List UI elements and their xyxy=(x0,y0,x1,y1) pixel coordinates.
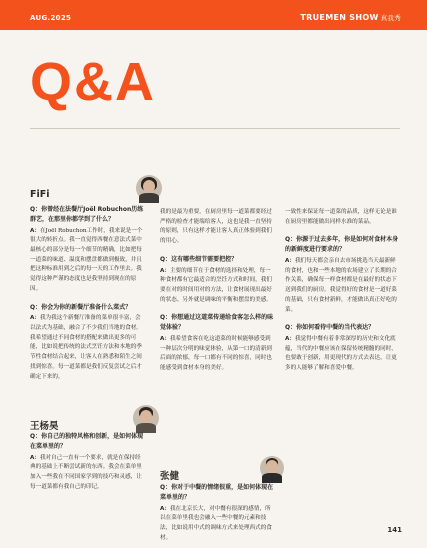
answer: A：我为我这个新餐厅准备的菜单很丰富，会以法式为基础，融合了不少我们当地的食材。我希望通过不同食材的搭配来做出更多的可能，比如说把传统的法式烹饪方法和本地的季节性食材结合起来，让客人在熟悉和陌生之间找到惊喜。每一道菜都是我们反复尝试之后才确定下来的。 xyxy=(30,315,142,380)
person-name-wang: 王杨昊 xyxy=(30,421,59,432)
answer: A：主要的细节在于食材的选择和处理，每一种食材都有它最适合的烹饪方式和时间，我们要在对的时间用对的方法，让食材展现出最好的状态。另外就是调味的平衡和摆盘的美感。 xyxy=(160,267,272,303)
divider xyxy=(30,128,400,129)
question: Q：你会为你的新餐厅准备什么菜式？ xyxy=(30,303,132,311)
column-3 xyxy=(285,208,400,530)
person-name-fifi: FiFi xyxy=(30,189,50,200)
column-2 xyxy=(160,208,275,460)
column-1-lower xyxy=(30,432,145,532)
page-title: Q&A xyxy=(30,52,156,112)
answer: A：我在北京长大，对中餐有很深的感情，所以在菜单里我也会融入一些中餐的元素和技法，比如说用中式的调味方式来处理西式的食材。 xyxy=(160,505,272,541)
answer: A：在Joël Robuchon工作时，我来说是一个很大的转折点。我一直觉得西餐在意法式菜中最核心的部分是每一个细节的精确，比如把每一道菜的味道、温度和摆盘都做到极致，并且把这种标准用到之后的每一天的工作里去。我觉得这种严谨的态度也是我坚持到现在的原因。 xyxy=(30,227,143,292)
question: Q：你对于中餐的情绪很重，是如何体现在菜单里的？ xyxy=(160,484,274,501)
column-2-lower xyxy=(160,483,275,541)
section-title xyxy=(300,13,401,22)
column-1 xyxy=(30,205,145,415)
section-subtitle: 真我秀 xyxy=(380,14,401,22)
answer: A：我希望食客在吃这道菜的时候能够感受到一种层次分明的味觉体验，从第一口的清新到后面的浓郁，每一口都有不同的惊喜，同时也能感受到食材本身的美好。 xyxy=(160,336,272,372)
page-number: 141 xyxy=(387,526,402,534)
answer: A：我们每天都会亲自去市场挑选当天最新鲜的食材，也和一些本地的农场建立了长期的合作关系，确保每一样食材都是在最好的状态下送到我们的厨房。我觉得好的食材是一道好菜的基础，只有食材新鲜，才能做出真正好吃的菜。 xyxy=(285,258,397,313)
answer: 我的是最为重要，在厨房里每一道菜都要经过严格的检查才能端给客人，这也是我一直坚持的原则，只有这样才能让客人真正体验到我们的用心。 xyxy=(160,209,272,245)
question: Q：你曾经在法餐厅Joël Robuchon历练群艺，在那里你都学到了什么？ xyxy=(30,206,144,223)
header-bar xyxy=(0,0,427,30)
question: Q：你源于过去多年，你是如何对食材本身的新鲜度进行要求的？ xyxy=(285,236,399,254)
answer: A：我觉得中餐有着非常深厚的历史和文化底蕴，当代的中餐应该在保留传统精髓的同时，也要敢于创新，用更现代的方式去表达，让更多的人能够了解和喜爱中餐。 xyxy=(285,336,397,372)
answer: A：我对自己一直有一个要求，就是在保持经典的基础上不断尝试新的东西。我会在菜单里加入一些我在不同国家学到的技巧和灵感，让每一道菜都有我自己的印记。 xyxy=(30,454,142,490)
question: Q：你自己的独特风格和创新，是如何体现在菜单里的？ xyxy=(30,433,144,450)
avatar-fifi xyxy=(136,175,162,201)
question: Q：这有哪些细节需要把控？ xyxy=(160,255,238,263)
person-name-zhang: 张健 xyxy=(160,471,180,482)
question: Q：你想通过这道菜传递给食客怎么样的味觉体验？ xyxy=(160,314,274,332)
question: Q：你如何看待中餐的当代表达？ xyxy=(285,324,375,332)
section-name: TRUEMEN SHOW xyxy=(300,13,379,22)
answer: 一致性来保证每一道菜的品质，这样无论是谁在厨房里都能做出同样水准的菜品。 xyxy=(285,209,397,225)
issue-date: AUG.2025 xyxy=(30,14,72,22)
